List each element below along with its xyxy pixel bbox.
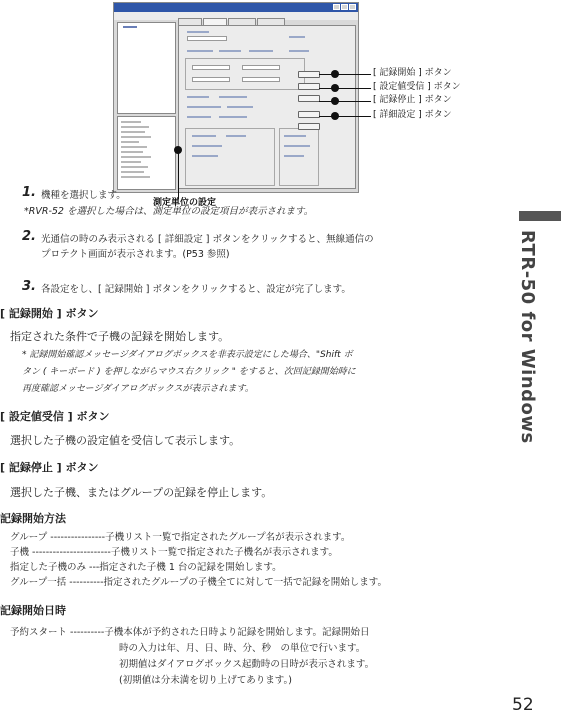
- definition-row: (初期値は分未満を切り上げてあります。): [119, 675, 292, 686]
- callout-line: [319, 116, 371, 117]
- unit-settings-group: [185, 128, 275, 186]
- chapter-tab-bar: [519, 211, 561, 221]
- callout-stop-button: [ 記録停止 ] ボタン: [373, 95, 452, 105]
- receive-settings-button[interactable]: [298, 83, 320, 90]
- settings-field[interactable]: [242, 77, 280, 82]
- minimize-icon[interactable]: [333, 4, 340, 10]
- callout-line: [319, 74, 371, 75]
- definition-row: 時の入力は年、月、日、時、分、秒 の単位で行います。: [119, 643, 366, 654]
- settings-group: [185, 58, 305, 90]
- section-title: 記録開始方法: [0, 512, 66, 525]
- step-text: プロテクト画面が表示されます。(P53 参照): [41, 249, 230, 260]
- section-title: [ 設定値受信 ] ボタン: [0, 410, 110, 423]
- chapter-tab-label: RTR-50 for Windows: [517, 230, 538, 444]
- start-recording-button[interactable]: [298, 71, 320, 78]
- definition-row: グループ ----------------子機リスト一覧で指定されたグループ名が表示されます。: [10, 532, 351, 543]
- settings-field[interactable]: [192, 65, 230, 70]
- window-extra-button[interactable]: [298, 123, 320, 130]
- window-tabs: [178, 18, 285, 25]
- settings-pane: [178, 25, 356, 189]
- window-tab[interactable]: [228, 18, 256, 25]
- window-tab[interactable]: [178, 18, 202, 25]
- step-text: 各設定をし、[ 記録開始 ] ボタンをクリックすると、設定が完了します。: [41, 284, 351, 295]
- window-tab-active[interactable]: [203, 18, 227, 25]
- maximize-icon[interactable]: [341, 4, 348, 10]
- callout-line: [319, 88, 371, 89]
- step-text: 光通信の時のみ表示される [ 詳細設定 ] ボタンをクリックすると、無線通信の: [41, 234, 374, 245]
- section-title: [ 記録停止 ] ボタン: [0, 461, 99, 474]
- device-tree-panel[interactable]: [117, 22, 176, 114]
- step-number: 2.: [22, 229, 36, 244]
- window-controls: [333, 4, 356, 10]
- definition-row: 指定した子機のみ ---指定された子機 1 台の記録を開始します。: [10, 562, 282, 573]
- section-note: * 記録開始確認メッセージダイアログボックスを非表示設定にした場合、"Shift ボ: [22, 350, 353, 360]
- definition-row: 子機 -----------------------子機リスト一覧で指定された子機名が表示されます。: [10, 547, 338, 558]
- page-number: 52: [512, 695, 534, 715]
- section-title: 記録開始日時: [0, 604, 66, 617]
- section-description: 指定された条件で子機の記録を開始します。: [10, 330, 230, 343]
- detail-settings-button[interactable]: [298, 111, 320, 118]
- callout-line: [178, 152, 179, 199]
- callout-dot: [331, 112, 339, 120]
- step-number: 1.: [22, 185, 36, 200]
- app-window-screenshot: [113, 2, 359, 193]
- settings-field[interactable]: [242, 65, 280, 70]
- step-number: 3.: [22, 279, 36, 294]
- definition-row: 初期値はダイアログボックス起動時の日時が表示されます。: [119, 659, 375, 670]
- settings-field[interactable]: [187, 36, 227, 41]
- section-note: 再度確認メッセージダイアログボックスが表示されます。: [22, 384, 254, 394]
- callout-detail-button: [ 詳細設定 ] ボタン: [373, 110, 452, 120]
- definition-row: グループ一括 ----------指定されたグループの子機全てに対して一括で記録を開始します。: [10, 577, 388, 588]
- device-properties-panel: [117, 116, 176, 190]
- step-note: *RVR-52 を選択した場合は、測定単位の設定項目が表示されます。: [24, 206, 314, 217]
- window-tab[interactable]: [257, 18, 285, 25]
- section-description: 選択した子機、またはグループの記録を停止します。: [10, 486, 273, 499]
- callout-receive-button: [ 設定値受信 ] ボタン: [373, 82, 461, 92]
- settings-group: [279, 128, 319, 186]
- settings-field[interactable]: [192, 77, 230, 82]
- step-text: 機種を選択します。: [41, 190, 126, 201]
- stop-recording-button[interactable]: [298, 95, 320, 102]
- close-icon[interactable]: [349, 4, 356, 10]
- section-title: [ 記録開始 ] ボタン: [0, 307, 99, 320]
- section-note: タン ( キーボード ) を押しながらマウス右クリック " をすると、次回記録開始時に: [22, 367, 356, 377]
- callout-dot: [331, 70, 339, 78]
- window-title-bar: [114, 3, 358, 12]
- callout-unit-setting: 測定単位の設定: [153, 198, 217, 208]
- callout-start-button: [ 記録開始 ] ボタン: [373, 68, 452, 78]
- definition-row: 予約スタート ----------子機本体が予約された日時より記録を開始します。記録開始日: [10, 627, 370, 638]
- callout-dot: [331, 84, 339, 92]
- section-description: 選択した子機の設定値を受信して表示します。: [10, 434, 241, 447]
- callout-line: [319, 101, 371, 102]
- callout-dot: [331, 97, 339, 105]
